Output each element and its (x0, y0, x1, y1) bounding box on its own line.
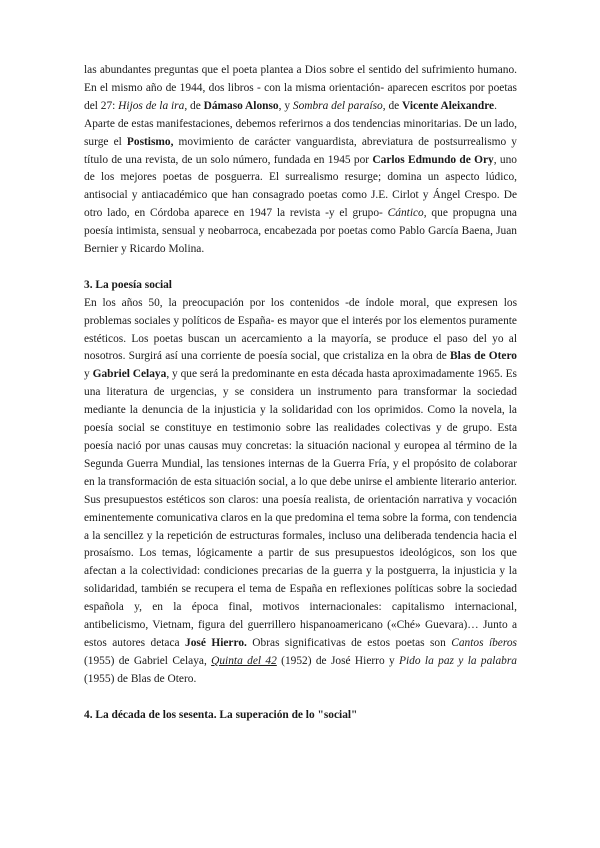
book-title: Pido la paz y la palabra (399, 654, 517, 667)
text-run: En los años 50, la preocupación por los contenidos -de índole moral, que expresen los problemas sociales y políticos de España- es mayor que el interés por los elementos puramente estéticos. Los poetas buscan un acercamiento a la mayoría, se produce el paso del yo al nosotros. Surgirá así una corriente de poesía social, que cristaliza en la obra de (84, 296, 517, 363)
author-name: Carlos Edmundo de Ory (372, 153, 494, 166)
text-run: , y que será la predominante en esta década hasta aproximadamente 1965. Es una literatura de urgencias, y se considera un instrumento para transformar la sociedad mediante la denuncia de la injusticia y la solidaridad con los oprimidos. Como la novela, la poesía social se constituye en testimonio sobre las realidades colectivas y de grupo. Esta poesía nació por unas causas muy concretas: la situación nacional y europea al término de la Segunda Guerra Mundial, las tensiones internas de la Guerra Fría, y el propósito de colaborar en la transformación de esta situación social, a lo que debe unirse el ambiente literario anterior. Sus presupuestos estéticos son claros: una poesía realista, de orientación narrativa y vocación eminentemente comunicativa claros en la que predomina el tema sobre la forma, con tendencia a la sencillez y la repetición de estructuras formales, incluso una deliberada tendencia hacia el prosaísmo. Los temas, lógicamente a partir de sus presupuestos ideológicos, son los que afectan a la colectividad: condiciones precarias de la guerra y la postguerra, la injusticia y la solidaridad, también se recupera el tema de España en reflexiones políticas sobre la sociedad española y, en la época final, motivos internacionales: capitalismo internacional, antibelicismo, Vietnam, figura del guerrillero hispanoamericano («Ché» Guevara)… Junto a estos autores detaca (84, 368, 517, 649)
book-title: Sombra del paraíso (292, 99, 383, 112)
book-title: Cantos íberos (451, 636, 517, 649)
paragraph-1 (84, 62, 517, 116)
document-body (84, 62, 517, 725)
text-run: (1952) de José Hierro y (276, 654, 400, 667)
text-run: , y (278, 99, 293, 112)
text-run: , uno de los mejores poetas de posguerra. El surrealismo resurge; domina un aspecto lúdico, antisocial y antiacadémico que han consagrado poetas como J.E. Cirlot y Ángel Crespo. De otro lado, en Córdoba aparece en 1947 la revista -y el grupo- (84, 153, 517, 220)
text-run: movimiento de carácter vanguardista, abreviatura de postsurrealismo y título de una revista, de un solo número, fundada en 1945 por (84, 135, 517, 166)
spacer (84, 259, 517, 277)
text-run: , de (382, 99, 403, 112)
movement-name: Postismo, (126, 135, 174, 148)
text-run: Obras significativas de estos poetas son (246, 636, 452, 649)
paragraph-2 (84, 116, 517, 259)
author-name: Gabriel Celaya (92, 368, 167, 381)
book-title: Quinta del 42 (211, 654, 277, 667)
author-name: Blas de Otero (450, 350, 517, 363)
spacer (84, 689, 517, 707)
section-heading-3: 3. La poesía social (84, 278, 172, 291)
journal-title: Cántico (387, 207, 424, 220)
book-title: Hijos de la ira (118, 99, 185, 112)
author-name: José Hierro. (185, 636, 247, 649)
paragraph-3 (84, 295, 517, 689)
text-run: (1955) de Gabriel Celaya, (84, 654, 212, 667)
author-name: Dámaso Alonso (203, 99, 279, 112)
text-run: y (84, 368, 93, 381)
text-run: . (494, 99, 497, 112)
text-run: Aparte de estas manifestaciones, debemos referirnos a dos tendencias minoritarias. De un lado, surge el (84, 117, 518, 148)
text-run: , de (184, 99, 204, 112)
text-run: , que propugna una poesía intimista, sensual y neobarroca, encabezada por poetas como Pablo García Baena, Juan Bernier y Ricardo Molina. (84, 207, 517, 256)
text-run: (1955) de Blas de Otero. (84, 672, 197, 685)
section-heading-4: 4. La década de los sesenta. La superación de lo "social" (84, 708, 358, 721)
author-name: Vicente Aleixandre (402, 99, 495, 112)
text-run: las abundantes preguntas que el poeta plantea a Dios sobre el sentido del sufrimiento humano. En el mismo año de 1944, dos libros - con la misma orientación- aparecen escritos por poetas del 27: (84, 64, 517, 112)
